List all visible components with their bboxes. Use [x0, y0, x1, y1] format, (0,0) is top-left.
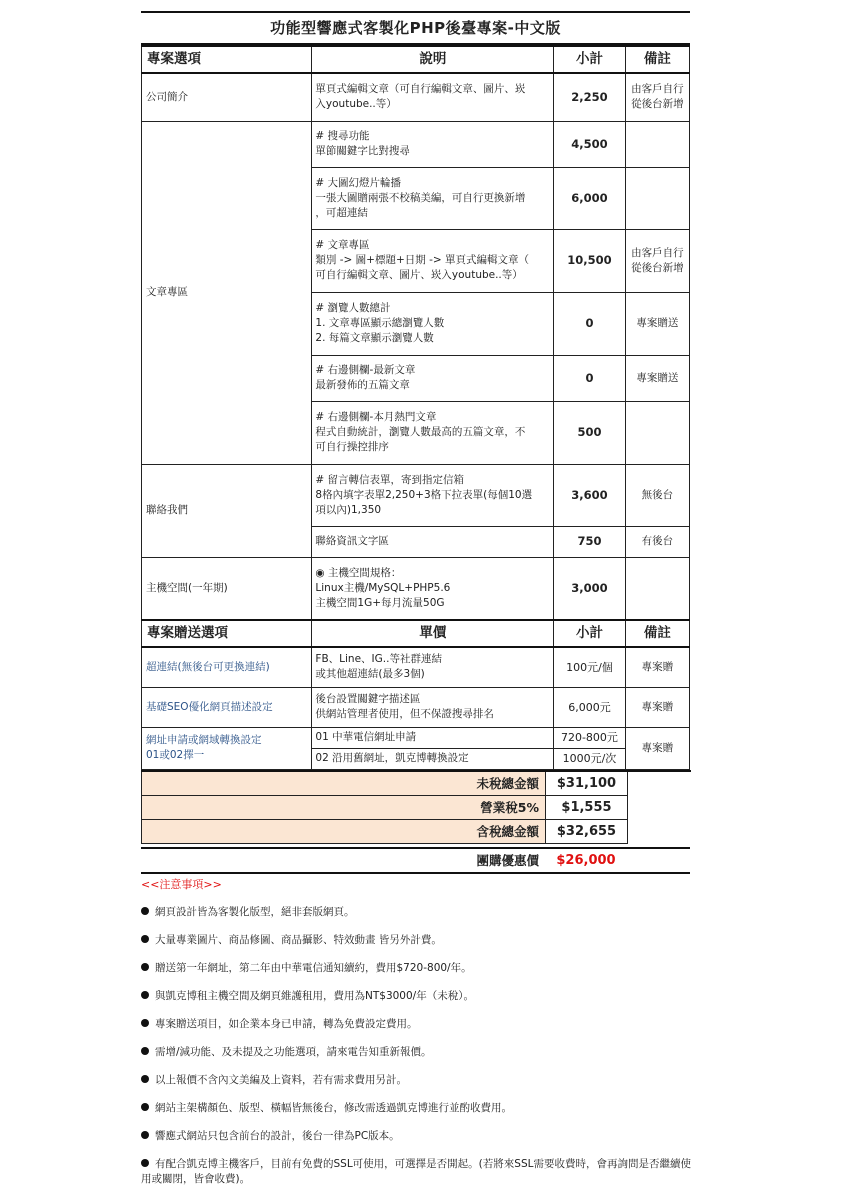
- header-unit-price: 單價: [312, 620, 554, 647]
- gift-price: 1000元/次: [554, 748, 625, 769]
- row-price: 0: [554, 292, 625, 355]
- row-note: [625, 167, 689, 229]
- note-item: 贈送第一年網址，第二年由中華電信通知續約，費用$720-800/年。: [141, 961, 701, 976]
- row-price: 4,500: [554, 121, 625, 167]
- note-item: 有配合凱克博主機客戶，目前有免費的SSL可使用，可選擇是否開起。(若將來SSL需要收費時，會再詢問是否繼續使用或關閉，皆會收費)。: [141, 1158, 691, 1185]
- total-value: $32,655: [546, 819, 628, 843]
- gift-name: 超連結(無後台可更換連結): [142, 647, 312, 687]
- table-row: [142, 727, 690, 748]
- row-note: 由客戶自行 從後台新增: [625, 73, 689, 121]
- note-item: 以上報價不含內文美編及上資料，若有需求費用另計。: [141, 1073, 701, 1088]
- table-row: [142, 647, 690, 687]
- bullet-icon: [141, 1159, 149, 1167]
- features-table: [141, 45, 690, 770]
- row-description: # 搜尋功能 單節關鍵字比對搜尋: [312, 121, 554, 167]
- total-value: $1,555: [546, 795, 628, 819]
- row-note: [625, 557, 689, 620]
- features-header-row: [142, 46, 690, 73]
- header-option: 專案選項: [142, 46, 312, 73]
- gift-name: 網址申請或網域轉換設定 01或02擇一: [142, 727, 312, 769]
- gifts-header-row: [142, 620, 690, 647]
- row-description: # 右邊側欄-最新文章 最新發佈的五篇文章: [312, 355, 554, 401]
- gift-price: 6,000元: [554, 687, 625, 727]
- gift-note: 專案贈: [625, 727, 689, 769]
- note-item: 與凱克博租主機空間及網頁維護租用，費用為NT$3000/年（未稅）。: [141, 989, 701, 1004]
- page-title: 功能型響應式客製化PHP後臺專案-中文版: [141, 11, 690, 45]
- bullet-icon: [141, 963, 149, 971]
- row-description: # 瀏覽人數總計 1. 文章專區顯示總瀏覽人數 2. 每篇文章顯示瀏覽人數: [312, 292, 554, 355]
- category-contact: 聯絡我們: [142, 464, 312, 557]
- row-description: # 文章專區 類別 -> 圖+標題+日期 -> 單頁式編輯文章（ 可自行編輯文章、圖片、崁入youtube..等）: [312, 229, 554, 292]
- row-price: 10,500: [554, 229, 625, 292]
- bullet-icon: [141, 1131, 149, 1139]
- gift-price: 100元/個: [554, 647, 625, 687]
- notes-section: [141, 876, 701, 1200]
- bullet-icon: [141, 907, 149, 915]
- gift-description: 01 中華電信網址申請: [312, 727, 554, 748]
- row-note: 有後台: [625, 526, 689, 557]
- bullet-icon: [141, 1047, 149, 1055]
- group-price-value: $26,000: [556, 852, 616, 868]
- total-row: [142, 795, 691, 819]
- gift-description: 後台設置關鍵字描述區 供網站管理者使用，但不保證搜尋排名: [312, 687, 554, 727]
- bullet-icon: [141, 1019, 149, 1027]
- gift-description: FB、Line、IG..等社群連結 或其他超連結(最多3個): [312, 647, 554, 687]
- row-description: # 留言轉信表單，寄到指定信箱 8格內填字表單2,250+3格下拉表單(每個10選 項以內)1,350: [312, 464, 554, 526]
- note-item: 網站主架構顏色、版型、橫幅皆無後台，修改需透過凱克博進行並酌收費用。: [141, 1101, 701, 1116]
- note-item: 需增/減功能、及未提及之功能選項，請來電告知重新報價。: [141, 1045, 701, 1060]
- row-description: 單頁式編輯文章（可自行編輯文章、圖片、崁 入youtube..等）: [312, 73, 554, 121]
- gift-price: 720-800元: [554, 727, 625, 748]
- row-price: 500: [554, 401, 625, 464]
- group-price-label: 團購優惠價: [476, 852, 539, 868]
- totals-table: [141, 770, 691, 844]
- header-remark: 備註: [625, 46, 689, 73]
- category-hosting: 主機空間(一年期): [142, 557, 312, 620]
- row-price: 750: [554, 526, 625, 557]
- gift-note: 專案贈: [625, 687, 689, 727]
- bullet-icon: [141, 935, 149, 943]
- row-note: [625, 121, 689, 167]
- group-price-row: [141, 848, 690, 873]
- category-articles: 文章專區: [142, 121, 312, 464]
- note-item: 網頁設計皆為客製化版型，絕非套版網頁。: [141, 905, 701, 920]
- category-company: 公司簡介: [142, 73, 312, 121]
- row-description: ◉ 主機空間規格： Linux主機/MySQL+PHP5.6 主機空間1G+每月流量50G: [312, 557, 554, 620]
- note-item: 大量專業圖片、商品修圖、商品攝影、特效動畫 皆另外計費。: [141, 933, 701, 948]
- row-description: # 大圖幻燈片輪播 一張大圖贈兩張不校稿美編，可自行更換新增 ，可超連結: [312, 167, 554, 229]
- table-row: [142, 464, 690, 526]
- row-price: 0: [554, 355, 625, 401]
- gift-name: 基礎SEO優化網頁描述設定: [142, 687, 312, 727]
- gift-note: 專案贈: [625, 647, 689, 687]
- bullet-icon: [141, 991, 149, 999]
- quotation-sheet: [141, 11, 690, 874]
- header-gift-remark: 備註: [625, 620, 689, 647]
- group-price-table: [141, 847, 690, 874]
- notes-title: <<注意事項>>: [141, 878, 222, 891]
- header-description: 說明: [312, 46, 554, 73]
- row-price: 2,250: [554, 73, 625, 121]
- row-price: 3,600: [554, 464, 625, 526]
- row-price: 3,000: [554, 557, 625, 620]
- total-row: [142, 771, 691, 796]
- header-subtotal: 小計: [554, 46, 625, 73]
- row-note: 無後台: [625, 464, 689, 526]
- table-row: [142, 121, 690, 167]
- row-description: # 右邊側欄-本月熱門文章 程式自動統計，瀏覽人數最高的五篇文章，不 可自行操控排序: [312, 401, 554, 464]
- row-note: 由客戶自行 從後台新增: [625, 229, 689, 292]
- total-label: 未稅總金額: [142, 771, 546, 796]
- table-row: [142, 557, 690, 620]
- header-gift-subtotal: 小計: [554, 620, 625, 647]
- total-value: $31,100: [546, 771, 628, 796]
- row-note: [625, 401, 689, 464]
- total-row: [142, 819, 691, 843]
- gift-description: 02 沿用舊網址，凱克博轉換設定: [312, 748, 554, 769]
- total-label: 營業稅5%: [142, 795, 546, 819]
- row-description: 聯絡資訊文字區: [312, 526, 554, 557]
- row-price: 6,000: [554, 167, 625, 229]
- table-row: [142, 687, 690, 727]
- row-note: 專案贈送: [625, 355, 689, 401]
- bullet-icon: [141, 1075, 149, 1083]
- bullet-icon: [141, 1103, 149, 1111]
- table-row: [142, 73, 690, 121]
- header-gift-option: 專案贈送選項: [142, 620, 312, 647]
- note-item: 專案贈送項目，如企業本身已申請，轉為免費設定費用。: [141, 1017, 701, 1032]
- row-note: 專案贈送: [625, 292, 689, 355]
- note-item: 響應式網站只包含前台的設計，後台一律為PC版本。: [141, 1129, 701, 1144]
- total-label: 含稅總金額: [142, 819, 546, 843]
